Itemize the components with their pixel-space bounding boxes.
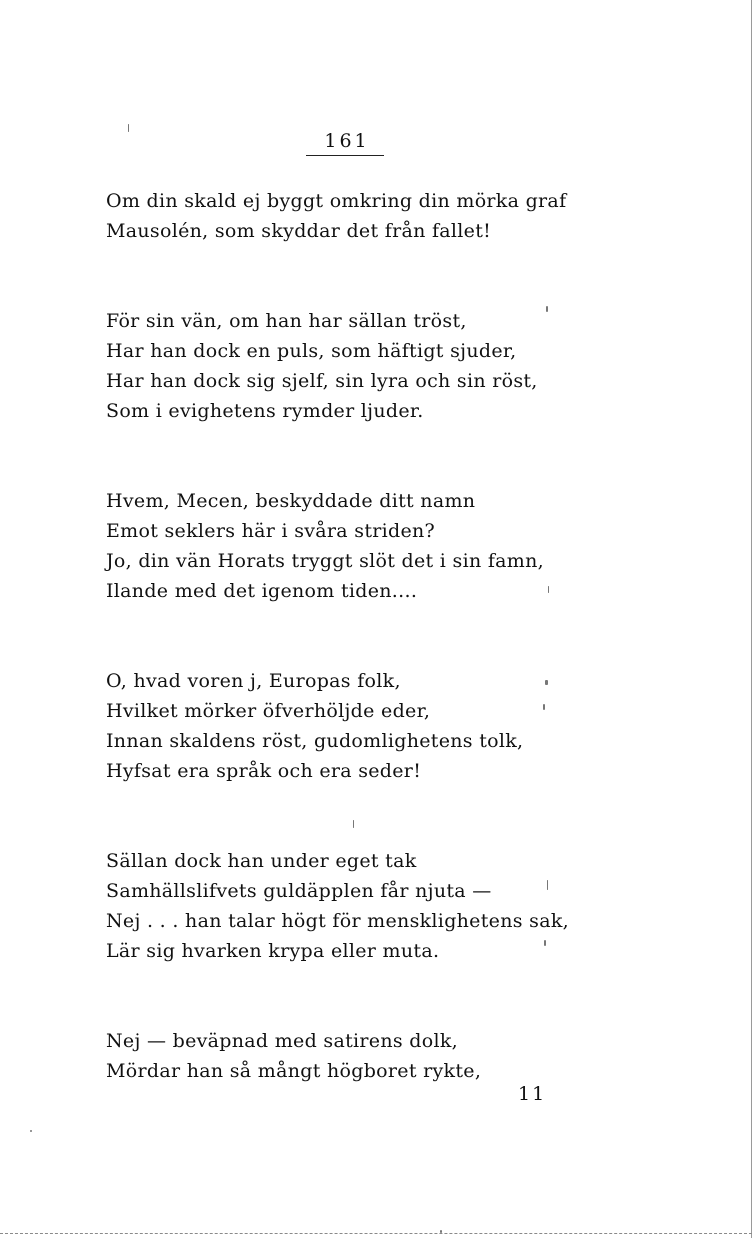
poem-line: Hvilket mörker öfverhöljde eder,	[106, 700, 431, 722]
signature-mark: 11	[518, 1083, 547, 1105]
stanza-4	[106, 666, 576, 786]
print-speck	[30, 1130, 32, 1132]
stanza-3	[106, 486, 576, 606]
stanza-6	[106, 1026, 576, 1086]
poem-line: Emot seklers här i svåra striden?	[106, 520, 436, 542]
print-speck	[543, 704, 545, 710]
poem-line: Om din skald ej byggt omkring din mörka graf	[106, 190, 567, 212]
poem-line: Som i evighetens rymder ljuder.	[106, 400, 424, 422]
poem-line: Har han dock en puls, som häftigt sjuder,	[106, 340, 517, 362]
poem-line: För sin vän, om han har sällan tröst,	[106, 310, 467, 332]
poem-line: Har han dock sig sjelf, sin lyra och sin röst,	[106, 370, 538, 392]
print-speck	[548, 586, 549, 593]
stanza-1	[106, 186, 576, 246]
page-edge-bottom	[0, 1233, 752, 1234]
stanza-2	[106, 306, 576, 426]
poem-line: Hyfsat era språk och era seder!	[106, 760, 422, 782]
poem-line: Jo, din vän Horats tryggt slöt det i sin famn,	[106, 550, 544, 572]
poem-line: Innan skaldens röst, gudomlighetens tolk,	[106, 730, 524, 752]
poem-line: Mördar han så mångt högboret rykte,	[106, 1060, 482, 1082]
poem-line: Nej — beväpnad med satirens dolk,	[106, 1030, 458, 1052]
print-speck	[544, 940, 546, 946]
page-number-rule	[306, 155, 384, 156]
poem-line: Mausolén, som skyddar det från fallet!	[106, 220, 492, 242]
poem-line: Hvem, Mecen, beskyddade ditt namn	[106, 490, 476, 512]
poem-line: Nej . . . han talar högt för mensklighetens sak,	[106, 910, 569, 932]
print-speck	[547, 880, 548, 890]
poem-line: O, hvad voren j, Europas folk,	[106, 670, 401, 692]
page-number: 161	[324, 130, 370, 152]
print-speck	[545, 680, 548, 685]
print-speck	[128, 124, 129, 132]
stanza-5	[106, 846, 576, 966]
poem	[106, 186, 576, 1146]
print-speck	[440, 1230, 442, 1233]
poem-line: Samhällslifvets guldäpplen får njuta —	[106, 880, 492, 902]
poem-line: Sällan dock han under eget tak	[106, 850, 417, 872]
poem-line: Ilande med det igenom tiden....	[106, 580, 418, 602]
print-speck	[353, 820, 354, 828]
print-speck	[546, 306, 548, 312]
poem-line: Lär sig hvarken krypa eller muta.	[106, 940, 440, 962]
